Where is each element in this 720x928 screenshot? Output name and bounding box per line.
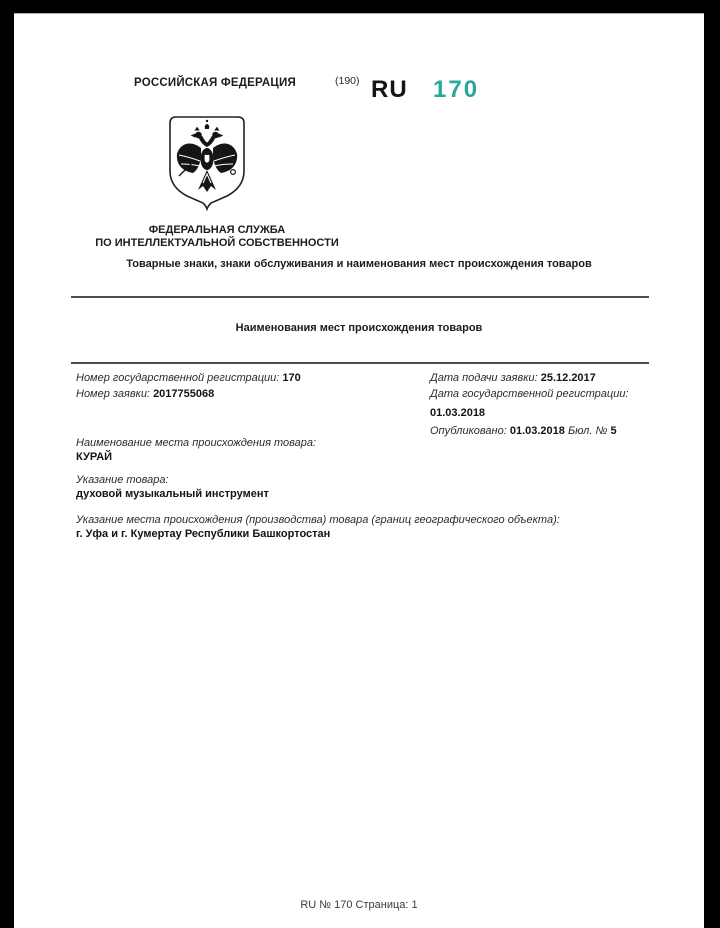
reg-number-label: Номер государственной регистрации: [76, 372, 280, 384]
published-value: 01.03.2018 [509, 425, 565, 437]
russia-coat-of-arms-icon [167, 114, 247, 211]
goods-value: духовой музыкальный инструмент [76, 487, 269, 500]
appellation-label: Наименование места происхождения товара: [76, 437, 317, 449]
agency-name [54, 224, 380, 250]
origin-value: г. Уфа и г. Кумертау Республики Башкортостан [76, 527, 331, 540]
reg-date-label: Дата государственной регистрации: [430, 388, 629, 400]
field-origin [76, 514, 656, 541]
field-appellation [76, 437, 656, 464]
register-type-heading: Товарные знаки, знаки обслуживания и наименования мест происхождения товаров [126, 258, 592, 270]
country-label: РОССИЙСКАЯ ФЕДЕРАЦИЯ [134, 77, 296, 89]
horizontal-rule-top [71, 296, 649, 298]
field-app-number [76, 387, 214, 401]
field-published [430, 424, 617, 438]
filing-date-value: 25.12.2017 [540, 372, 596, 384]
appellation-value: КУРАЙ [76, 450, 113, 463]
app-number-label: Номер заявки: [76, 388, 150, 400]
field-reg-date-label [430, 387, 629, 401]
filing-date-label: Дата подачи заявки: [430, 372, 538, 384]
bulletin-value: 5 [610, 425, 617, 437]
bulletin-label: Бюл. № [567, 425, 608, 437]
horizontal-rule-bottom [71, 362, 649, 364]
reg-date-value: 01.03.2018 [430, 407, 486, 419]
app-number-value: 2017755068 [153, 388, 215, 400]
inid-code-190: (190) [335, 75, 360, 87]
origin-label: Указание места происхождения (производства) товара (границ географического объекта): [76, 514, 560, 526]
registration-number-display: 170 [433, 76, 480, 103]
reg-number-value: 170 [282, 372, 301, 384]
page-footer: RU № 170 Страница: 1 [300, 899, 418, 911]
section-title: Наименования мест происхождения товаров [235, 322, 483, 334]
field-filing-date [430, 371, 596, 385]
field-reg-date-value [430, 406, 485, 420]
field-goods [76, 474, 656, 501]
agency-name-line2: ПО ИНТЕЛЛЕКТУАЛЬНОЙ СОБСТВЕННОСТИ [95, 237, 339, 249]
agency-name-line1: ФЕДЕРАЛЬНАЯ СЛУЖБА [148, 224, 286, 236]
document-page [14, 13, 704, 928]
published-label: Опубликовано: [430, 425, 507, 437]
field-reg-number [76, 371, 301, 385]
goods-label: Указание товара: [76, 474, 169, 486]
country-code: RU [371, 76, 408, 103]
